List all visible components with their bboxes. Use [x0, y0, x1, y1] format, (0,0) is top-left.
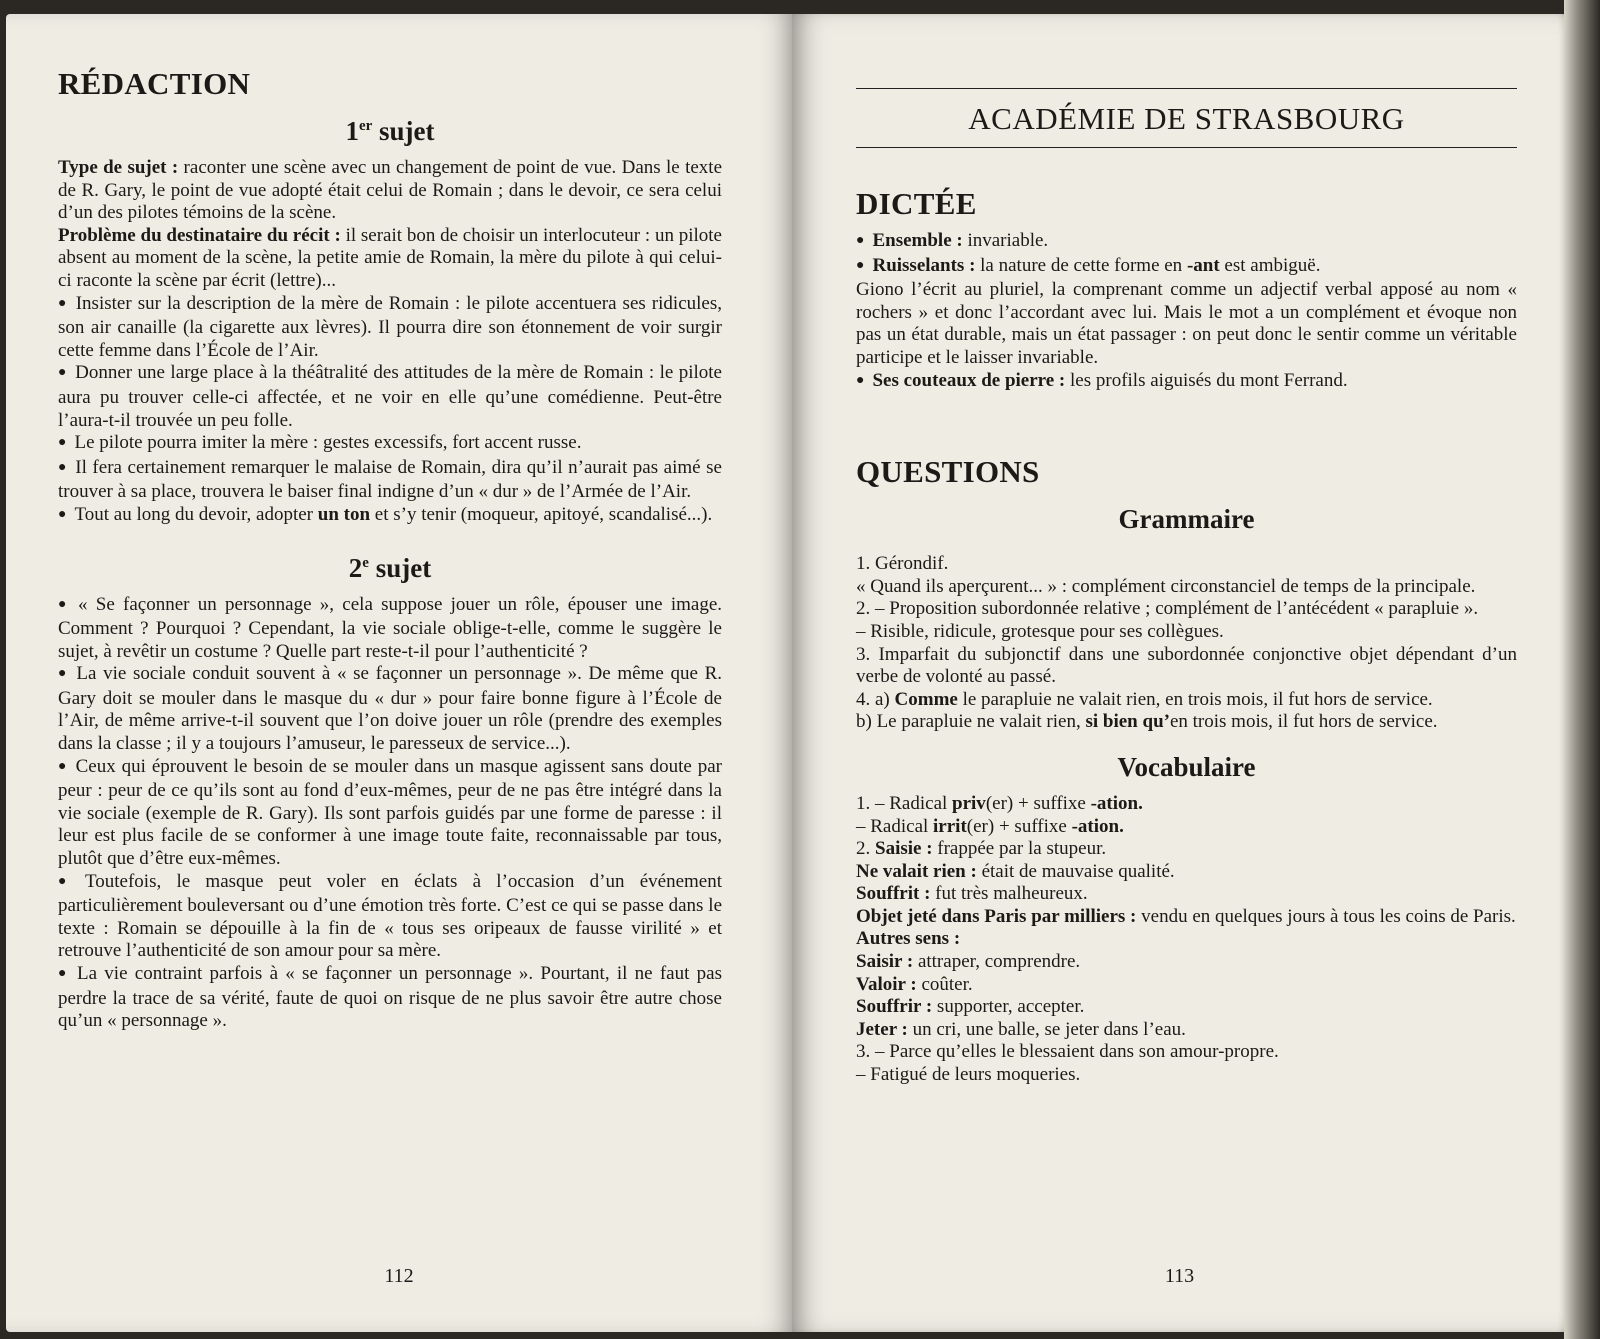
- grammar-line: b) Le parapluie ne valait rien, si bien qu’en trois mois, il fut hors de service.: [856, 711, 1438, 733]
- grammar-line: « Quand ils aperçurent... » : complément circonstanciel de temps de la principale.: [856, 575, 1476, 597]
- page-number: 112: [384, 1265, 414, 1287]
- left-page: [6, 14, 792, 1332]
- questions-heading: QUESTIONS: [856, 454, 1040, 490]
- grammar-line: 2. – Proposition subordonnée relative ; complément de l’antécédent « parapluie ».: [856, 598, 1479, 620]
- dictee-item: ● Ruisselants : la nature de cette forme en -ant est ambiguë.: [856, 255, 1517, 280]
- bullet-item: ● Toutefois, le masque peut voler en éclats à l’occasion d’un événement particulièrement bouleversant ou d’une émotion très forte. C’est ce qui se passe dans le texte : Romain se dépouille à la fin de « tous ses oripeaux de fausse virilité » et retrouve l’authenticité de son amour pour sa mère.: [58, 871, 722, 963]
- vocab-line: Souffrit : fut très malheureux.: [856, 883, 1088, 905]
- sujet-1-heading: 1er sujet: [345, 116, 435, 146]
- bullet-item: ● Il fera certainement remarquer le malaise de Romain, dira qu’il n’aurait pas aimé se trouver à sa place, trouvera le baiser final indigne d’un « dur » de l’Armée de l’Air.: [58, 457, 722, 504]
- destinataire-paragraph: Problème du destinataire du récit : il serait bon de choisir un interlocuteur : un pilote absent au moment de la scène, la petite amie de Romain, la mère du pilote à qui celui-ci raconte la scène par écrit (lettre)...: [58, 224, 722, 291]
- grammar-line: – Risible, ridicule, grotesque pour ses collègues.: [856, 620, 1224, 642]
- vocab-line: – Fatigué de leurs moqueries.: [856, 1064, 1081, 1086]
- academy-title: ACADÉMIE DE STRASBOURG: [968, 101, 1405, 136]
- vocab-line: Ne valait rien : était de mauvaise qualité.: [856, 860, 1175, 882]
- bullet-item: ● Donner une large place à la théâtralité des attitudes de la mère de Romain : le pilote aura pu trouver celle-ci affectée, et ne voir en elle qu’une comédienne. Peut-être l’aura-t-il trouvée un peu folle.: [58, 362, 722, 432]
- page-number: 113: [1164, 1265, 1195, 1287]
- bullet-item: ● Tout au long du devoir, adopter un ton et s’y tenir (moqueur, apitoyé, scandalisé...).: [58, 504, 722, 529]
- bullet-item: ● Ceux qui éprouvent le besoin de se mouler dans un masque agissent sans doute par peur : peur de ce qu’ils sont au fond d’eux-mêmes, peur de ne pas être intégré dans la vie sociale (exemple de R. Gary). Ils sont parfois guidés par une forme de paresse : il leur est plus facile de se conformer à une image toute faite, reconnaissable par tous, plutôt que d’être eux-mêmes.: [58, 756, 722, 871]
- vocab-line: Jeter : un cri, une balle, se jeter dans l’eau.: [856, 1018, 1186, 1040]
- grammar-line: 4. a) Comme le parapluie ne valait rien, en trois mois, il fut hors de service.: [856, 688, 1433, 710]
- dictee-item: ● Ses couteaux de pierre : les profils aiguisés du mont Ferrand.: [856, 370, 1517, 395]
- vocab-line: Autres sens :: [856, 928, 961, 950]
- vocab-line: Saisir : attraper, comprendre.: [856, 951, 1081, 973]
- vocab-line: 2. Saisie : frappée par la stupeur.: [856, 838, 1107, 860]
- vocab-line: 3. – Parce qu’elles le blessaient dans son amour-propre.: [856, 1041, 1279, 1063]
- grammar-line: 3. Imparfait du subjonctif dans une subordonnée conjonctive objet dépendant d’un verbe de volonté au passé.: [856, 643, 1517, 688]
- vocab-line: Valoir : coûter.: [856, 973, 973, 995]
- academy-banner: [856, 88, 1517, 148]
- type-de-sujet-paragraph: Type de sujet : raconter une scène avec un changement de point de vue. Dans le texte de R. Gary, le point de vue adopté était celui de Romain ; dans le devoir, ce sera celui d’un des pilotes témoins de la scène.: [58, 157, 722, 224]
- bullet-item: ● Insister sur la description de la mère de Romain : le pilote accentuera ses ridicules, son air canaille (la cigarette aux lèvres). Il pourra dire son étonnement de voir surgir cette femme dans l’École de l’Air.: [58, 293, 722, 363]
- bullet-item: ● La vie sociale conduit souvent à « se façonner un personnage ». De même que R. Gary doit se mouler dans le masque du « dur » pour faire bonne figure à l’École de l’Air, de même arrive-t-il souvent que l’on doive jouer un rôle (prendre des exemples dans la classe ; il y a toujours l’amuseur, le paresseux de service...).: [58, 663, 722, 755]
- dictee-paragraph: Giono l’écrit au pluriel, la comprenant comme un adjectif verbal apposé au nom « rochers » et donc l’accordant avec lui. Mais le mot a un complément et évoque non pas un état durable, mais un état passager : on peut donc le sentir comme un véritable participe et le laisser invariable.: [856, 279, 1517, 368]
- grammar-line: 1. Gérondif.: [856, 553, 949, 575]
- bullet-item: ● Le pilote pourra imiter la mère : gestes excessifs, fort accent russe.: [58, 432, 722, 457]
- right-page: [792, 14, 1567, 1332]
- grammaire-heading: Grammaire: [1118, 504, 1255, 535]
- book-edge: [1564, 0, 1600, 1339]
- vocab-line: 1. – Radical priv(er) + suffixe -ation.: [856, 792, 1143, 814]
- bullet-item: ● La vie contraint parfois à « se façonner un personnage ». Pourtant, il ne faut pas perdre la trace de sa vérité, faute de quoi on risque de ne plus savoir être autre chose qu’un « personnage ».: [58, 963, 722, 1033]
- vocab-line: Objet jeté dans Paris par milliers : vendu en quelques jours à tous les coins de Paris.: [856, 905, 1516, 927]
- dictee-item: ● Ensemble : invariable.: [856, 230, 1517, 255]
- redaction-heading: RÉDACTION: [58, 66, 251, 101]
- vocab-line: Souffrir : supporter, accepter.: [856, 996, 1085, 1018]
- vocabulaire-heading: Vocabulaire: [1117, 751, 1256, 782]
- dictee-heading: DICTÉE: [856, 186, 977, 221]
- sujet-2-heading: 2e sujet: [348, 552, 432, 583]
- vocab-line: – Radical irrit(er) + suffixe -ation.: [856, 815, 1124, 837]
- bullet-item: ● « Se façonner un personnage », cela suppose jouer un rôle, épouser une image. Comment ? Pourquoi ? Cependant, la vie sociale oblige-t-elle, comme le suggère le sujet, à revêtir un costume ? Quelle part reste-t-il pour l’authenticité ?: [58, 594, 722, 664]
